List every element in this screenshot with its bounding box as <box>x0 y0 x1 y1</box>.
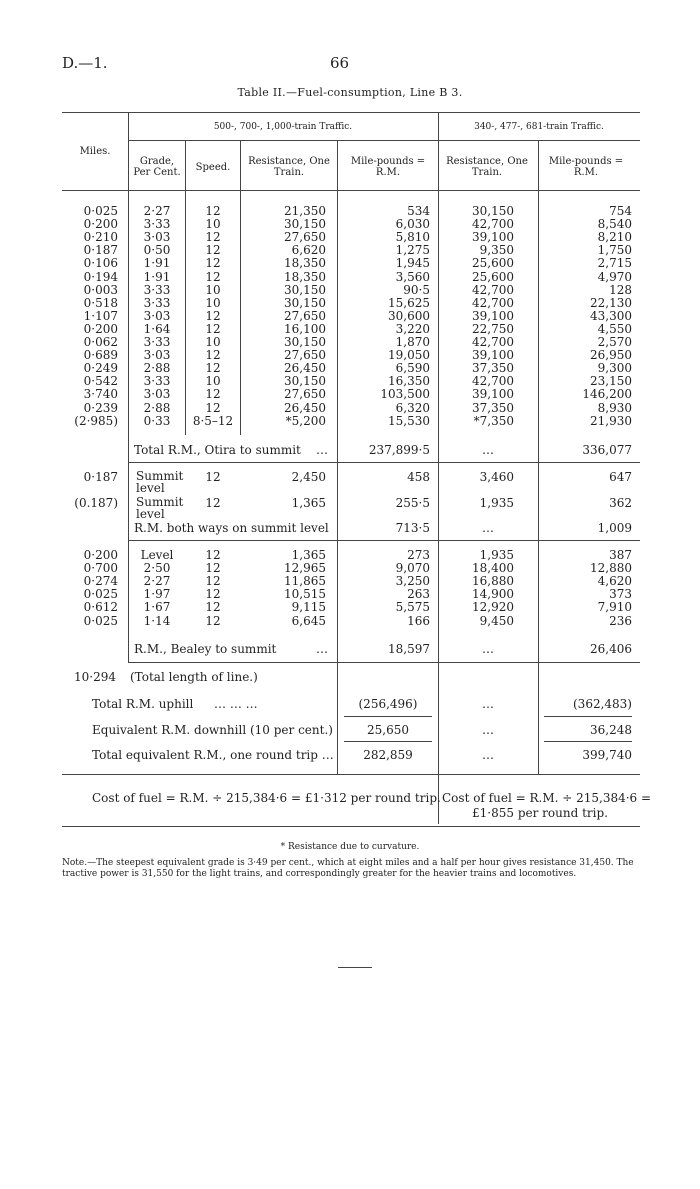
table-top-rule <box>62 112 640 113</box>
resistance-cell-2: 14,900 <box>472 587 514 602</box>
miles-cell: 0·689 <box>83 348 118 363</box>
miles-cell: 0·274 <box>83 574 118 589</box>
miles-header: Miles. <box>79 146 111 157</box>
speed-cell: 12 <box>205 613 221 628</box>
miles-cell: 0·025 <box>83 613 118 628</box>
resistance-cell: 26,450 <box>284 400 326 415</box>
milepounds-cell-2: 647 <box>609 470 632 484</box>
resistance-cell: 6,620 <box>291 243 326 258</box>
speed-cell: 12 <box>205 496 221 510</box>
resistance-cell-2: 42,700 <box>472 217 514 232</box>
total-otira-mp2: 336,077 <box>582 443 632 457</box>
milepounds-header-2: Mile-pounds = R.M. <box>548 156 624 178</box>
uphill-rule-1 <box>344 716 432 717</box>
cost-line-1: Cost of fuel = R.M. ÷ 215,384·6 = £1·312 per round trip. <box>92 791 441 805</box>
line-length-label: (Total length of line.) <box>130 670 258 684</box>
milepounds-cell-2: 8,930 <box>597 400 632 415</box>
resistance-cell-2: 37,350 <box>472 361 514 376</box>
milepounds-cell: 273 <box>407 548 430 562</box>
speed-cell: 12 <box>205 561 221 576</box>
grade-cell: 2·50 <box>143 561 171 576</box>
grade-header: Grade, Per Cent. <box>133 156 181 178</box>
resistance-cell-2: 42,700 <box>472 335 514 349</box>
group2-header: 340-, 477-, 681-train Traffic. <box>474 122 604 132</box>
speed-cell: 12 <box>205 587 221 602</box>
miles-cell: 0·025 <box>83 587 118 602</box>
grade-cell: 3·03 <box>143 387 171 402</box>
speed-cell: 12 <box>205 256 221 271</box>
resistance-cell: 30,150 <box>284 374 326 389</box>
milepounds-cell: 6,320 <box>395 400 430 415</box>
milepounds-cell-2: 8,540 <box>597 217 632 232</box>
miles-cell: (0.187) <box>74 496 118 510</box>
resistance-header-2: Resistance, One Train. <box>446 156 528 178</box>
grade-cell: 3·33 <box>143 282 171 297</box>
bealey-mp1: 18,597 <box>388 642 430 656</box>
resistance-cell-2: 1,935 <box>479 496 514 510</box>
speed-cell: 12 <box>205 361 221 376</box>
milepounds-cell-2: 7,910 <box>597 600 632 615</box>
vline-sub <box>337 140 338 774</box>
milepounds-cell-2: 12,880 <box>590 561 632 576</box>
miles-cell: 0·518 <box>83 295 118 310</box>
speed-cell: 12 <box>205 548 221 562</box>
resistance-cell: 30,150 <box>284 335 326 349</box>
milepounds-cell: 3,220 <box>395 321 430 336</box>
miles-cell: 0·025 <box>83 204 118 218</box>
resistance-cell-2: 42,700 <box>472 295 514 310</box>
table-title: Table II.—Fuel-consumption, Line B 3. <box>237 86 463 99</box>
miles-cell: 0·187 <box>83 243 118 258</box>
milepounds-cell: 1,275 <box>395 243 430 258</box>
milepounds-cell-2: 2,570 <box>597 335 632 349</box>
milepounds-cell: 103,500 <box>380 387 430 402</box>
resistance-cell: *5,200 <box>285 413 326 428</box>
resistance-cell: 9,115 <box>291 600 326 615</box>
resistance-cell-2: 3,460 <box>479 470 514 484</box>
resistance-cell-2: 9,350 <box>479 243 514 258</box>
resistance-cell: 1,365 <box>291 496 326 510</box>
resistance-cell: 18,350 <box>284 256 326 271</box>
grade-cell: Summit level <box>136 469 184 495</box>
milepounds-cell-2: 4,620 <box>597 574 632 589</box>
miles-cell: 0·612 <box>83 600 118 615</box>
vline-sub2 <box>538 140 539 774</box>
page-number: 66 <box>330 54 350 72</box>
resistance-cell-2: 18,400 <box>472 561 514 576</box>
resistance-cell-2: 39,100 <box>472 230 514 245</box>
milepounds-cell: 30,600 <box>388 308 430 323</box>
resistance-cell-2: 25,600 <box>472 269 514 284</box>
grade-cell: 3·33 <box>143 374 171 389</box>
uphill-rule-2 <box>544 716 632 717</box>
header-bottom-rule <box>62 190 640 191</box>
grade-cell: 2·88 <box>143 361 171 376</box>
milepounds-cell-2: 9,300 <box>597 361 632 376</box>
miles-cell: 3·740 <box>83 387 118 402</box>
milepounds-cell: 3,560 <box>395 269 430 284</box>
total-otira-mp1: 237,899·5 <box>368 443 430 457</box>
resistance-cell-2: 16,880 <box>472 574 514 589</box>
grade-cell: 1·14 <box>143 613 171 628</box>
rule-after-bothways <box>128 540 640 541</box>
resistance-cell-2: *7,350 <box>473 413 514 428</box>
milepounds-cell: 1,870 <box>395 335 430 349</box>
speed-cell: 12 <box>205 204 221 218</box>
milepounds-cell-2: 146,200 <box>582 387 632 402</box>
speed-cell: 8·5–12 <box>192 413 234 428</box>
grade-cell: 2·88 <box>143 400 171 415</box>
table-bottom-rule <box>62 774 640 775</box>
milepounds-cell: 166 <box>407 613 430 628</box>
resistance-cell: 12,965 <box>284 561 326 576</box>
resistance-cell: 6,645 <box>291 613 326 628</box>
milepounds-cell: 534 <box>407 204 430 218</box>
milepounds-cell-2: 22,130 <box>590 295 632 310</box>
end-rule <box>338 967 372 968</box>
round-trip-mp2: 399,740 <box>582 748 632 762</box>
milepounds-cell-2: 128 <box>609 282 632 297</box>
resistance-cell-2: 30,150 <box>472 204 514 218</box>
milepounds-cell: 9,070 <box>395 561 430 576</box>
milepounds-cell: 3,250 <box>395 574 430 589</box>
resistance-cell-2: 22,750 <box>472 321 514 336</box>
resistance-cell: 21,350 <box>284 204 326 218</box>
footnote: * Resistance due to curvature. <box>280 842 420 852</box>
rule-after-otira <box>128 462 640 463</box>
bealey-dots: … <box>316 642 328 656</box>
miles-cell: 0·187 <box>83 470 118 484</box>
uphill-mp2: (362,483) <box>573 697 632 711</box>
rule-after-bealey <box>128 662 640 663</box>
speed-cell: 12 <box>205 348 221 363</box>
cost-line-2a: Cost of fuel = R.M. ÷ 215,384·6 = <box>442 791 652 805</box>
resistance-cell: 16,100 <box>284 321 326 336</box>
miles-cell: 0·542 <box>83 374 118 389</box>
speed-header: Speed. <box>195 162 231 173</box>
milepounds-cell-2: 362 <box>609 496 632 510</box>
resistance-cell: 1,365 <box>291 548 326 562</box>
resistance-cell: 30,150 <box>284 282 326 297</box>
milepounds-cell: 5,810 <box>395 230 430 245</box>
milepounds-cell-2: 2,715 <box>597 256 632 271</box>
speed-cell: 10 <box>205 282 221 297</box>
speed-cell: 10 <box>205 374 221 389</box>
grade-cell: 3·33 <box>143 295 171 310</box>
milepounds-cell: 19,050 <box>388 348 430 363</box>
speed-cell: 10 <box>205 217 221 232</box>
uphill-mp1: (256,496) <box>358 697 418 711</box>
resistance-cell: 30,150 <box>284 217 326 232</box>
milepounds-cell: 255·5 <box>395 496 430 510</box>
grade-cell: 1·67 <box>143 600 171 615</box>
miles-cell: 0·700 <box>83 561 118 576</box>
speed-cell: 10 <box>205 335 221 349</box>
bealey-label: R.M., Bealey to summit <box>134 642 277 656</box>
milepounds-cell: 1,945 <box>395 256 430 271</box>
group1-header: 500-, 700-, 1,000-train Traffic. <box>213 122 353 132</box>
line-length-miles: 10·294 <box>74 670 116 684</box>
resistance-cell-2: 37,350 <box>472 400 514 415</box>
milepounds-cell-2: 373 <box>609 587 632 602</box>
downhill-rule-1 <box>344 741 432 742</box>
miles-cell: 0·062 <box>83 335 118 349</box>
milepounds-cell-2: 4,970 <box>597 269 632 284</box>
grade-cell: 1·97 <box>143 587 171 602</box>
resistance-header-1: Resistance, One Train. <box>248 156 330 178</box>
downhill-mp2: 36,248 <box>590 723 632 737</box>
grade-cell: 2·27 <box>143 204 171 218</box>
milepounds-cell-2: 1,750 <box>597 243 632 258</box>
resistance-cell: 2,450 <box>291 470 326 484</box>
both-ways-label: R.M. both ways on summit level <box>134 521 329 535</box>
milepounds-cell: 263 <box>407 587 430 602</box>
grade-cell: 1·91 <box>143 269 171 284</box>
both-ways-mp2: 1,009 <box>597 521 632 535</box>
grade-cell: 0·33 <box>143 413 171 428</box>
cost-line-2b: £1·855 per round trip. <box>472 806 608 820</box>
speed-cell: 12 <box>205 230 221 245</box>
grade-cell: 3·33 <box>143 217 171 232</box>
milepounds-cell-2: 26,950 <box>590 348 632 363</box>
milepounds-cell-2: 23,150 <box>590 374 632 389</box>
resistance-cell-2: 39,100 <box>472 348 514 363</box>
resistance-cell: 27,650 <box>284 308 326 323</box>
grade-cell: 1·91 <box>143 256 171 271</box>
resistance-cell: 27,650 <box>284 348 326 363</box>
resistance-cell-2: 25,600 <box>472 256 514 271</box>
milepounds-cell-2: 43,300 <box>590 308 632 323</box>
speed-cell: 12 <box>205 470 221 484</box>
speed-cell: 12 <box>205 321 221 336</box>
grade-cell: 3·03 <box>143 230 171 245</box>
miles-cell: 1·107 <box>83 308 118 323</box>
grade-cell: 0·50 <box>143 243 171 258</box>
miles-cell: 0·106 <box>83 256 118 271</box>
group-rule <box>128 140 640 141</box>
resistance-cell-2: 1,935 <box>479 548 514 562</box>
document-reference: D.—1. <box>62 54 108 72</box>
grade-cell: 3·03 <box>143 348 171 363</box>
speed-cell: 12 <box>205 600 221 615</box>
grade-cell: 3·03 <box>143 308 171 323</box>
downhill-label: Equivalent R.M. downhill (10 per cent.) <box>92 723 333 737</box>
milepounds-cell-2: 4,550 <box>597 321 632 336</box>
milepounds-cell: 458 <box>407 470 430 484</box>
note-paragraph: Note.—The steepest equivalent grade is 3·49 per cent., which at eight miles and a half per hour gives resistance 31,450. The tractive power is 31,550 for the light trains, and correspondingly greater for the heavier trains and locomotives. <box>62 858 634 879</box>
speed-cell: 12 <box>205 308 221 323</box>
resistance-cell: 11,865 <box>284 574 326 589</box>
miles-cell: 0·200 <box>83 321 118 336</box>
downhill-rule-2 <box>544 741 632 742</box>
resistance-cell-2: 42,700 <box>472 374 514 389</box>
resistance-cell: 27,650 <box>284 387 326 402</box>
resistance-cell: 26,450 <box>284 361 326 376</box>
round-trip-label: Total equivalent R.M., one round trip … <box>92 748 334 762</box>
milepounds-cell-2: 21,930 <box>590 413 632 428</box>
milepounds-cell: 6,030 <box>395 217 430 232</box>
milepounds-cell-2: 387 <box>609 548 632 562</box>
uphill-label: Total R.M. uphill <box>92 697 194 711</box>
downhill-mp1: 25,650 <box>367 723 409 737</box>
vline-group <box>438 112 439 824</box>
milepounds-cell: 6,590 <box>395 361 430 376</box>
miles-cell: (2·985) <box>74 413 118 428</box>
grade-cell: Summit level <box>136 495 184 521</box>
milepounds-cell-2: 754 <box>609 204 632 218</box>
grade-cell: 2·27 <box>143 574 171 589</box>
miles-cell: 0·200 <box>83 217 118 232</box>
total-otira-res2: … <box>482 443 494 457</box>
milepounds-cell: 16,350 <box>388 374 430 389</box>
miles-cell: 0·210 <box>83 230 118 245</box>
both-ways-mp1: 713·5 <box>395 521 430 535</box>
milepounds-cell: 90·5 <box>403 282 430 297</box>
total-otira-label: Total R.M., Otira to summit <box>134 443 301 457</box>
downhill-res2: … <box>482 723 494 737</box>
milepounds-cell-2: 8,210 <box>597 230 632 245</box>
miles-cell: 0·194 <box>83 269 118 284</box>
miles-cell: 0·003 <box>83 282 118 297</box>
resistance-cell-2: 9,450 <box>479 613 514 628</box>
milepounds-cell: 15,625 <box>388 295 430 310</box>
speed-cell: 12 <box>205 574 221 589</box>
bealey-res2: … <box>482 642 494 656</box>
miles-cell: 0·239 <box>83 400 118 415</box>
resistance-cell-2: 42,700 <box>472 282 514 297</box>
total-otira-dots: … <box>316 443 328 457</box>
uphill-dots: … … … <box>214 697 258 711</box>
miles-cell: 0·249 <box>83 361 118 376</box>
resistance-cell: 18,350 <box>284 269 326 284</box>
uphill-res2: … <box>482 697 494 711</box>
grade-cell: 1·64 <box>143 321 171 336</box>
milepounds-cell: 15,530 <box>388 413 430 428</box>
resistance-cell: 10,515 <box>284 587 326 602</box>
speed-cell: 12 <box>205 269 221 284</box>
grade-cell: Level <box>140 548 174 562</box>
milepounds-cell: 5,575 <box>395 600 430 615</box>
both-ways-res2: … <box>482 521 494 535</box>
milepounds-cell-2: 236 <box>609 613 632 628</box>
speed-cell: 12 <box>205 400 221 415</box>
bealey-mp2: 26,406 <box>590 642 632 656</box>
resistance-cell: 27,650 <box>284 230 326 245</box>
grade-cell: 3·33 <box>143 335 171 349</box>
resistance-cell: 30,150 <box>284 295 326 310</box>
resistance-cell-2: 12,920 <box>472 600 514 615</box>
speed-cell: 10 <box>205 295 221 310</box>
cost-bottom-rule <box>62 826 640 827</box>
speed-cell: 12 <box>205 387 221 402</box>
round-trip-mp1: 282,859 <box>363 748 413 762</box>
resistance-cell-2: 39,100 <box>472 308 514 323</box>
round-trip-res2: … <box>482 748 494 762</box>
miles-cell: 0·200 <box>83 548 118 562</box>
speed-cell: 12 <box>205 243 221 258</box>
resistance-cell-2: 39,100 <box>472 387 514 402</box>
milepounds-header-1: Mile-pounds = R.M. <box>350 156 426 178</box>
